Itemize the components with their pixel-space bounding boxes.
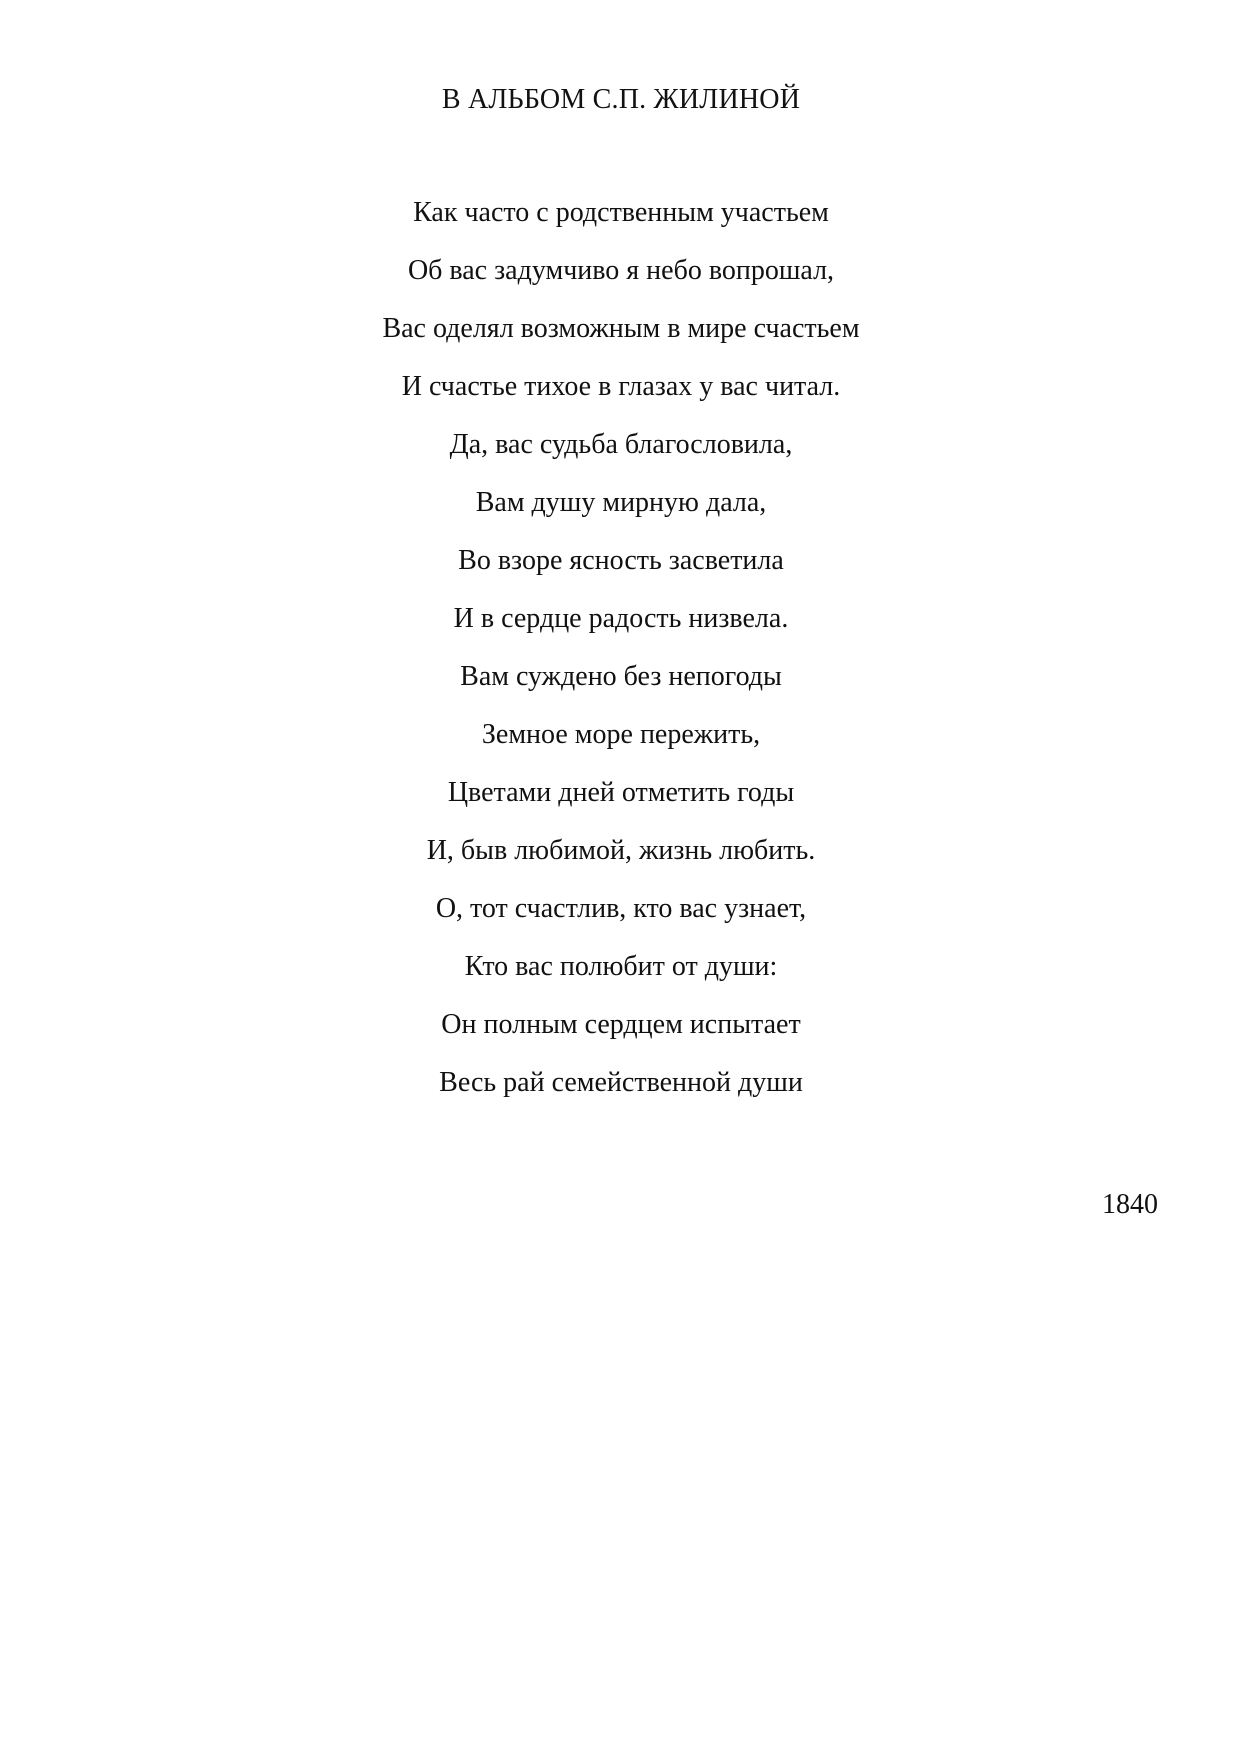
poem-line: Как часто с родственным участьем xyxy=(413,197,829,228)
poem-line: И, быв любимой, жизнь любить. xyxy=(426,835,816,866)
poem-line: И в сердце радость низвела. xyxy=(453,603,789,634)
poem-title: В АЛЬБОМ С.П. ЖИЛИНОЙ xyxy=(441,84,801,115)
poem-line: Весь рай семейственной души xyxy=(439,1067,803,1098)
poem-line: Во взоре ясность засветила xyxy=(458,545,784,576)
poem-line: О, тот счастлив, кто вас узнает, xyxy=(435,893,807,924)
poem-year: 1840 xyxy=(1102,1189,1158,1220)
poem-line: Об вас задумчиво я небо вопрошал, xyxy=(407,255,835,286)
poem-line: Вас оделял возможным в мире счастьем xyxy=(382,313,860,344)
poem-line: Вам душу мирную дала, xyxy=(475,487,767,518)
poem-line: И счастье тихое в глазах у вас читал. xyxy=(401,371,841,402)
poem-line: Земное море пережить, xyxy=(481,719,761,750)
poem-line: Цветами дней отметить годы xyxy=(447,777,795,808)
poem-line: Вам суждено без непогоды xyxy=(460,661,782,692)
poem-body xyxy=(0,196,1242,1124)
poem-line: Он полным сердцем испытает xyxy=(441,1009,801,1040)
poem-line: Да, вас судьба благословила, xyxy=(449,429,793,460)
poem-line: Кто вас полюбит от души: xyxy=(464,951,778,982)
